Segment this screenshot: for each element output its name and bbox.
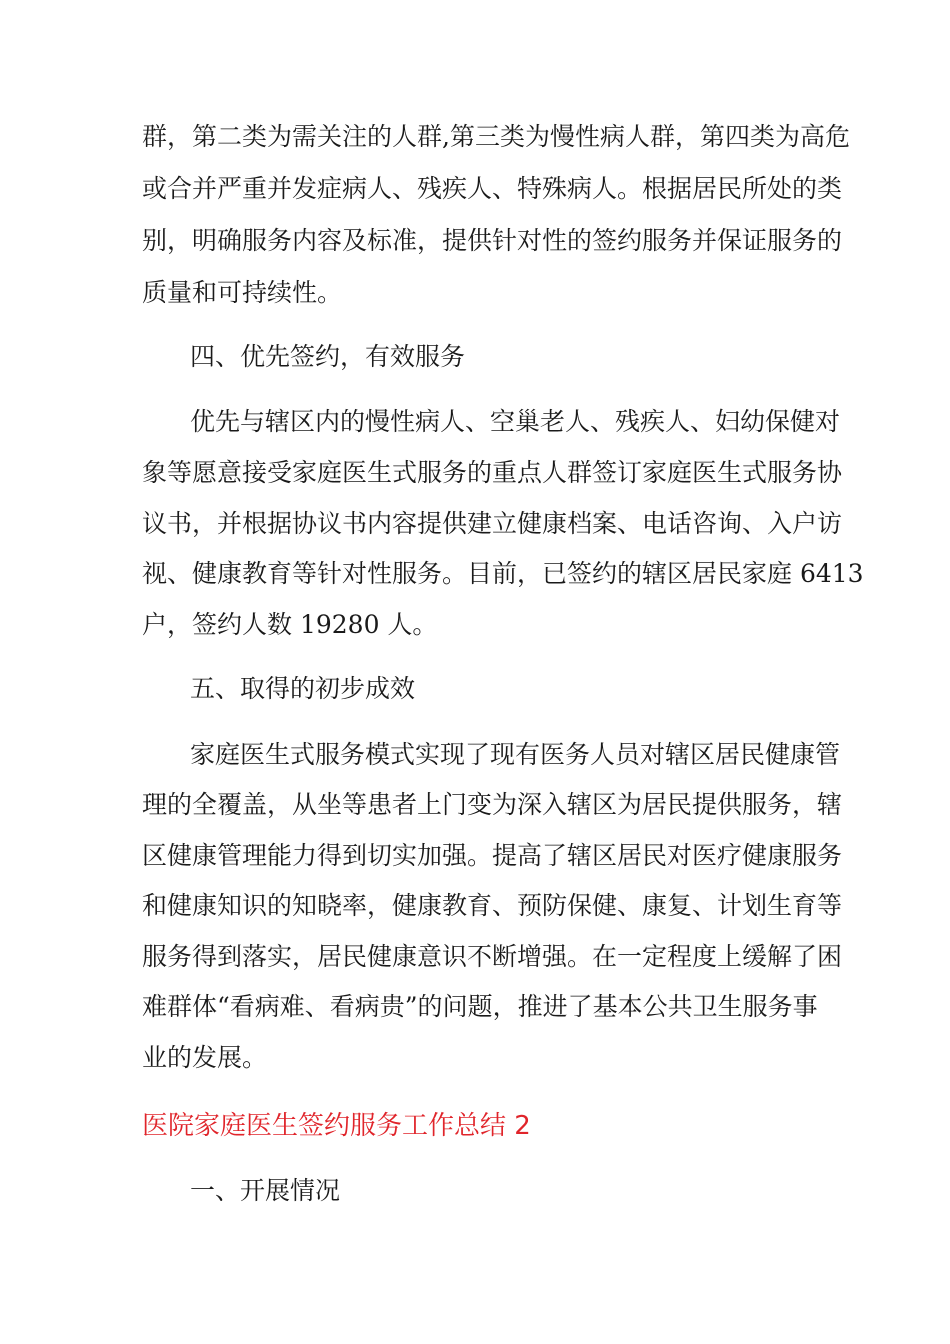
- paragraph-line: 区健康管理能力得到切实加强。提高了辖区居民对医疗健康服务: [142, 841, 843, 870]
- section-heading: 四、优先签约，有效服务: [190, 342, 466, 371]
- section-heading: 一、开展情况: [190, 1176, 341, 1205]
- paragraph-line: 家庭医生式服务模式实现了现有医务人员对辖区居民健康管: [190, 740, 841, 769]
- paragraph-line: 群，第二类为需关注的人群,第三类为慢性病人群，第四类为高危: [142, 122, 850, 151]
- paragraph-line: 优先与辖区内的慢性病人、空巢老人、残疾人、妇幼保健对: [190, 407, 841, 436]
- paragraph-line: 象等愿意接受家庭医生式服务的重点人群签订家庭医生式服务协: [142, 458, 843, 487]
- paragraph-line: 议书，并根据协议书内容提供建立健康档案、电话咨询、入户访: [142, 509, 843, 538]
- paragraph-line: 难群体“看病难、看病贵”的问题，推进了基本公共卫生服务事: [142, 992, 818, 1021]
- paragraph-line: 质量和可持续性。: [142, 278, 343, 307]
- paragraph-line: 别，明确服务内容及标准，提供针对性的签约服务并保证服务的: [142, 226, 843, 255]
- paragraph-line: 和健康知识的知晓率，健康教育、预防保健、康复、计划生育等: [142, 891, 843, 920]
- paragraph-line: 户，签约人数 19280 人。: [142, 610, 438, 639]
- paragraph-line: 或合并严重并发症病人、残疾人、特殊病人。根据居民所处的类: [142, 174, 843, 203]
- paragraph-line: 理的全覆盖，从坐等患者上门变为深入辖区为居民提供服务，辖: [142, 790, 843, 819]
- paragraph-line: 业的发展。: [142, 1043, 268, 1072]
- paragraph-line: 视、健康教育等针对性服务。目前，已签约的辖区居民家庭 6413: [142, 559, 864, 588]
- article-title: 医院家庭医生签约服务工作总结 2: [142, 1111, 531, 1141]
- section-heading: 五、取得的初步成效: [190, 674, 416, 703]
- paragraph-line: 服务得到落实，居民健康意识不断增强。在一定程度上缓解了困: [142, 942, 843, 971]
